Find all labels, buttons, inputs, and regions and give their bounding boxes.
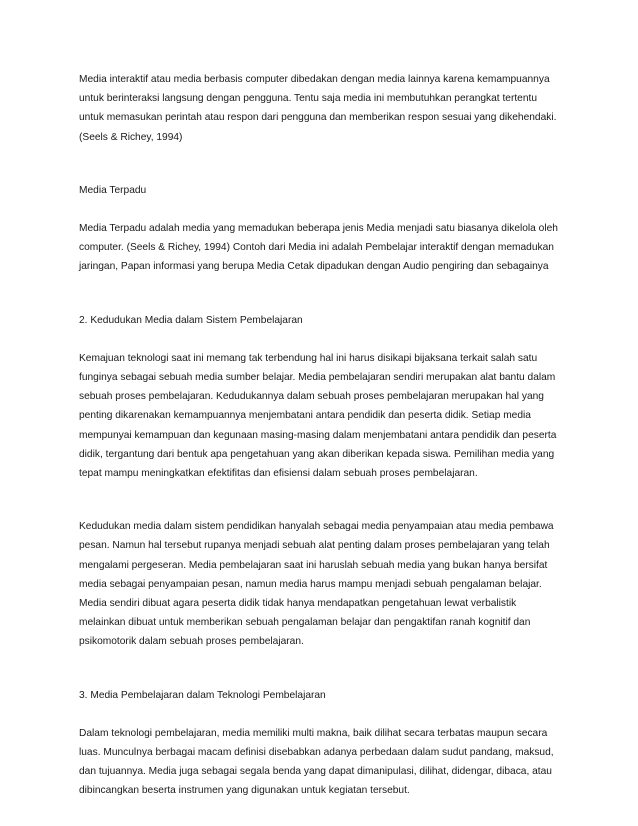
paragraph-intro: Media interaktif atau media berbasis computer dibedakan dengan media lainnya karena kemampuannya untuk berinteraksi langsung dengan pengguna. Tentu saja media ini membutuhkan perangkat tertentu untuk memasukan perintah atau respon dari pengguna dan memberikan respon sesuai yang dikehendaki. (Seels & Richey, 1994) bbox=[79, 74, 557, 143]
paragraph-section-2b: Kedudukan media dalam sistem pendidikan hanyalah sebagai media penyampaian atau media pembawa pesan. Namun hal tersebut rupanya menjadi sebuah alat penting dalam proses pembelajaran yang telah mengalami pergeseran. Media pembelajaran saat ini haruslah sebuah media yang bukan hanya bersifat media sebagai penyampaian pesan, namun media harus mampu menjadi sebuah pengalaman belajar. Media sendiri dibuat agara peserta didik tidak hanya mendapatkan pengetahuan lewat verbalistik melainkan dibuat untuk memberikan sebuah pengalaman belajar dan pengaktifan ranah kognitif dan psikomotorik dalam sebuah proses pembelajaran. bbox=[79, 521, 554, 648]
paragraph-media-terpadu: Media Terpadu adalah media yang memadukan beberapa jenis Media menjadi satu biasanya dikelola oleh computer. (Seels & Richey, 1994) Contoh dari Media ini adalah Pembelajar interaktif dengan memadukan jaringan, Papan informasi yang berupa Media Cetak dipadukan dengan Audio pengiring dan sebagainya bbox=[79, 223, 558, 273]
spacer bbox=[79, 200, 564, 219]
heading-section-3: 3. Media Pembelajaran dalam Teknologi Pembelajaran bbox=[79, 689, 326, 701]
spacer bbox=[79, 483, 564, 517]
spacer bbox=[79, 652, 564, 686]
spacer bbox=[79, 277, 564, 311]
heading-media-terpadu: Media Terpadu bbox=[79, 184, 147, 196]
document-page bbox=[79, 70, 564, 801]
paragraph-section-2a: Kemajuan teknologi saat ini memang tak terbendung hal ini harus disikapi bijaksana terkait salah satu funginya sebagai sebuah media sumber belajar. Media pembelajaran sendiri merupakan alat bantu dalam sebuah proses pembelajaran. Kedudukannya dalam sebuah proses pembelajaran merupakan hal yang penting dikarenakan kemampuannya menjembatani antara pendidik dan peserta didik. Setiap media mempunyai kemampuan dan kegunaan masing-masing dalam menjembatani antara pendidik dan peserta didik, tergantung dari bentuk apa pengetahuan yang akan diberikan kepada siswa. Pemilihan media yang tepat mampu meningkatkan efektifitas dan efisiensi dalam sebuah proses pembelajaran. bbox=[79, 352, 557, 480]
spacer bbox=[79, 330, 564, 349]
spacer bbox=[79, 705, 564, 724]
spacer bbox=[79, 147, 564, 181]
paragraph-section-3: Dalam teknologi pembelajaran, media memiliki multi makna, baik dilihat secara terbatas maupun secara luas. Munculnya berbagai macam definisi disebabkan adanya perbedaan dalam sudut pandang, maksud, dan tujuannya. Media juga sebagai segala benda yang dapat dimanipulasi, dilihat, didengar, dibaca, atau dibincangkan beserta instrumen yang digunakan untuk kegiatan tersebut. bbox=[79, 727, 554, 797]
heading-section-2: 2. Kedudukan Media dalam Sistem Pembelajaran bbox=[79, 314, 303, 326]
